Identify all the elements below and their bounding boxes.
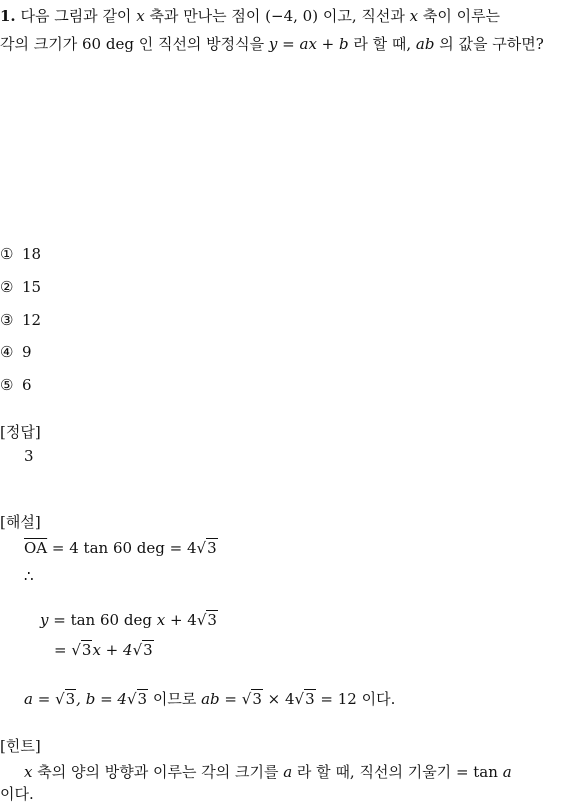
question-text: 축이 이루는 — [418, 7, 501, 25]
var-a: a — [283, 763, 293, 781]
hint-text: 축의 양의 방향과 이루는 각의 크기를 — [32, 763, 284, 781]
segment-oa: $\overline{OA}$ — [24, 539, 48, 557]
math-text: x + 4 — [92, 641, 133, 659]
hint-line-1 — [24, 762, 512, 782]
sqrt: √3 — [294, 690, 315, 708]
equation: y = ax + b — [268, 35, 349, 53]
question-line-1 — [0, 6, 500, 26]
sqrt: √3 — [196, 539, 217, 557]
math-text: + 4 — [165, 611, 197, 629]
choice-value: 12 — [22, 311, 42, 329]
choice-value: 18 — [22, 245, 42, 263]
math-text: × 4 — [262, 690, 295, 708]
choice-mark: ④ — [0, 343, 14, 361]
choice-3[interactable] — [0, 310, 41, 330]
question-text: 각의 크기가 60 deg 인 직선의 방정식을 — [0, 35, 269, 53]
math-text: = — [219, 690, 242, 708]
choice-4[interactable] — [0, 342, 32, 362]
choice-5[interactable] — [0, 375, 32, 395]
therefore-symbol: ∴ — [24, 567, 34, 585]
hint-label: [힌트] — [0, 737, 41, 755]
choice-value: 15 — [22, 278, 42, 296]
sqrt: √3 — [71, 641, 92, 659]
explanation-eq-2 — [54, 640, 154, 660]
choice-value: 9 — [22, 343, 32, 361]
answer-label: [정답] — [0, 423, 41, 441]
question-text: 다음 그림과 같이 — [20, 7, 137, 25]
explanation-line-oa — [24, 538, 218, 558]
question-text: 축과 만나는 점이 (−4, 0) 이고, 직선과 — [144, 7, 410, 25]
math-text: , b = 4 — [76, 690, 127, 708]
var-x: x — [136, 7, 145, 25]
math-text: = 4 tan 60 deg = 4 — [47, 539, 197, 557]
explanation-label: [해설] — [0, 513, 41, 531]
explanation-eq-1: y = tan 60 deg x + 4√3 — [40, 611, 217, 629]
math-text: a = — [24, 690, 56, 708]
var-x: x — [24, 763, 33, 781]
math-text: = — [54, 641, 72, 659]
choice-1[interactable] — [0, 244, 41, 264]
var-ab: ab — [201, 690, 220, 708]
var-a: a — [502, 763, 512, 781]
sqrt: √3 — [126, 690, 148, 708]
var-x: x — [156, 611, 166, 629]
question-text: 의 값을 구하면? — [434, 35, 544, 53]
question-number: 1. — [0, 7, 16, 25]
explanation-conclusion — [24, 689, 395, 709]
question-text: 라 할 때, — [348, 35, 416, 53]
hint-text: 라 할 때, 직선의 기울기 = tan — [292, 763, 503, 781]
math-text: 이므로 — [148, 690, 202, 708]
hint-line-2: 이다. — [0, 785, 34, 803]
sqrt: √3 — [241, 690, 262, 708]
choice-mark: ⑤ — [0, 376, 14, 394]
var-x: x — [409, 7, 419, 25]
sqrt: √3 — [132, 641, 153, 659]
choice-mark: ③ — [0, 311, 14, 329]
choice-2[interactable] — [0, 277, 41, 297]
choice-mark: ② — [0, 278, 14, 296]
math-text: = 12 이다. — [315, 690, 396, 708]
choice-value: 6 — [22, 376, 32, 394]
var-ab: ab — [415, 35, 435, 53]
question-line-2 — [0, 34, 544, 54]
answer-value: 3 — [24, 447, 34, 465]
sqrt: √3 — [55, 690, 76, 708]
choice-mark: ① — [0, 245, 14, 263]
sqrt: √3 — [196, 611, 217, 629]
